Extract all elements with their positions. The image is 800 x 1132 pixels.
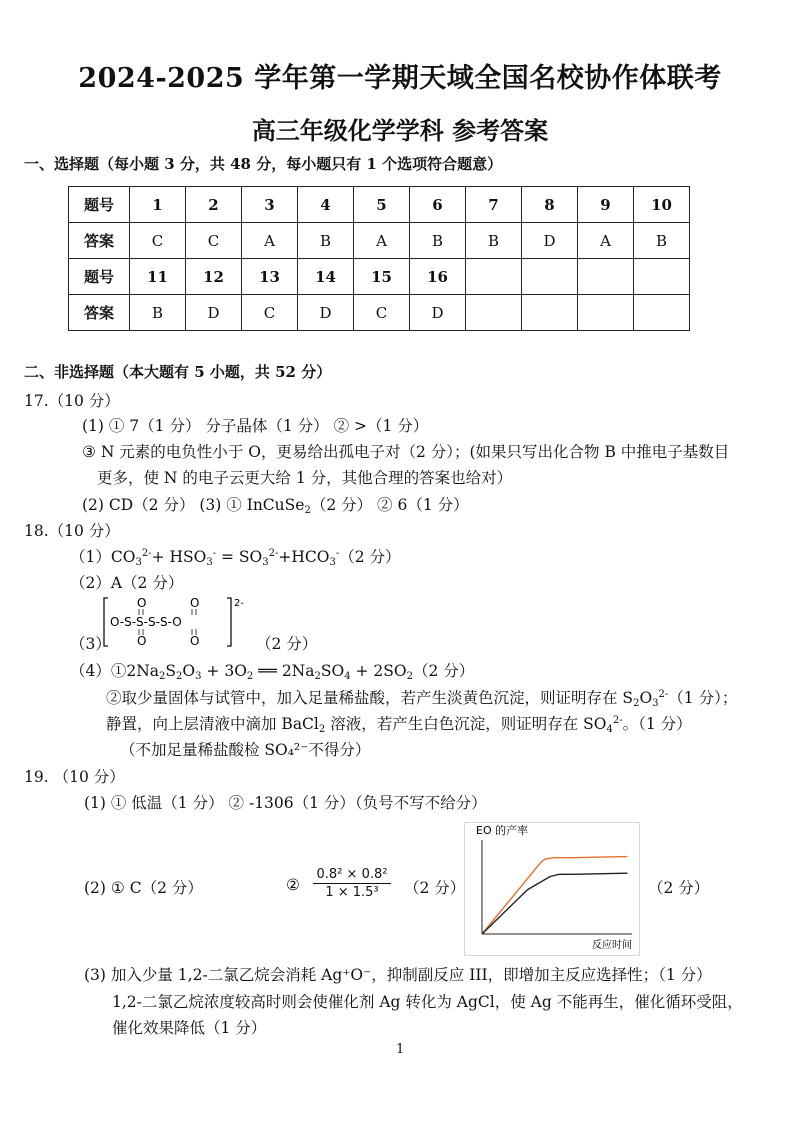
q17-line2: ③ N 元素的电负性小于 O，更易给出孤电子对（2 分）；(如果只写出化合物 B 中推电子基数目 bbox=[82, 443, 730, 461]
chart-title: EO 的产率 bbox=[476, 824, 529, 837]
chart-series-line-2 bbox=[482, 873, 627, 934]
table-cell: 16 bbox=[410, 259, 466, 295]
table-cell: 2 bbox=[186, 187, 242, 223]
chart-x-label: 反应时间 bbox=[592, 940, 632, 951]
q18-line2: （2）A（2 分） bbox=[70, 574, 184, 592]
table-cell: 3 bbox=[242, 187, 298, 223]
table-cell: 12 bbox=[186, 259, 242, 295]
table-cell: 题号 bbox=[69, 187, 130, 223]
q19-heading: 19. （10 分） bbox=[24, 768, 125, 786]
q17-line4-subscript: 2 bbox=[304, 505, 311, 516]
q18-heading: 18.（10 分） bbox=[24, 522, 120, 540]
q19-line3: (3) 加入少量 1,2-二氯乙烷会消耗 Ag⁺O⁻，抑制副反应 III，即增加主反应选择性；（1 分） bbox=[84, 966, 712, 984]
table-cell: 1 bbox=[130, 187, 186, 223]
fraction-denominator: 1 × 1.5³ bbox=[325, 885, 379, 900]
table-cell bbox=[578, 259, 634, 295]
table-cell: 题号 bbox=[69, 259, 130, 295]
structure-main-chain: O-S-S-S-S-O bbox=[110, 615, 182, 629]
q19-line1: (1) ① 低温（1 分） ② -1306（1 分）（负号不写不给分） bbox=[84, 794, 487, 812]
table-row bbox=[69, 223, 690, 259]
chart-series-line-1 bbox=[482, 857, 627, 934]
structure-o-top-1: O bbox=[137, 596, 147, 610]
section1-heading: 一、选择题（每小题 3 分，共 48 分，每小题只有 1 个选项符合题意） bbox=[24, 155, 503, 173]
table-cell: D bbox=[186, 295, 242, 331]
table-cell: 4 bbox=[298, 187, 354, 223]
q17-heading: 17.（10 分） bbox=[24, 392, 120, 410]
table-cell: B bbox=[634, 223, 690, 259]
table-cell: 15 bbox=[354, 259, 410, 295]
q19-line5: 催化效果降低（1 分） bbox=[112, 1019, 267, 1037]
q18-line6: 静置，向上层清液中滴加 BaCl$_2$ 溶液，若产生白色沉淀，则证明存在 $SO_4^{2-}$。（1 分） bbox=[106, 715, 692, 735]
thiosulfate-structure bbox=[100, 594, 260, 650]
table-cell: 9 bbox=[578, 187, 634, 223]
kp-fraction bbox=[313, 867, 391, 900]
q19-line2-c: （2 分） bbox=[404, 879, 466, 897]
table-cell: C bbox=[354, 295, 410, 331]
table-cell: 5 bbox=[354, 187, 410, 223]
table-cell: B bbox=[130, 295, 186, 331]
structure-o-top-2: O bbox=[190, 596, 200, 610]
q17-line3: 更多，使 N 的电子云更大给 1 分，其他合理的答案也给对） bbox=[97, 469, 513, 487]
table-cell: A bbox=[242, 223, 298, 259]
q17-line4 bbox=[82, 493, 469, 516]
table-cell bbox=[466, 259, 522, 295]
q19-line2-b: ② bbox=[286, 876, 300, 894]
table-cell: D bbox=[298, 295, 354, 331]
q18-line7: （不加足量稀盐酸检 SO₄²⁻不得分） bbox=[120, 741, 371, 759]
table-cell bbox=[634, 259, 690, 295]
table-cell bbox=[634, 295, 690, 331]
q18-line4: $(4)①2Na_2S_2O_3 + 3O_2$ ══ $2Na_2SO_4 + 2SO_2(2$ 分） bbox=[70, 662, 475, 682]
table-cell: C bbox=[242, 295, 298, 331]
eo-yield-chart bbox=[464, 822, 638, 954]
table-cell bbox=[522, 295, 578, 331]
q18-line5: ②取少量固体与试管中，加入足量稀盐酸，若产生淡黄色沉淀，则证明存在 $S_2O_3^{2-}(1$ 分）； bbox=[106, 689, 738, 709]
answer-table bbox=[68, 186, 690, 331]
section2-heading: 二、非选择题（本大题有 5 小题，共 52 分） bbox=[24, 363, 332, 381]
structure-o-bottom-2: O bbox=[190, 634, 200, 648]
table-cell: 答案 bbox=[69, 295, 130, 331]
page-number: 1 bbox=[396, 1042, 405, 1057]
table-cell: 10 bbox=[634, 187, 690, 223]
q19-line2-a: (2) ① C（2 分） bbox=[84, 879, 203, 897]
table-cell: B bbox=[410, 223, 466, 259]
table-cell bbox=[466, 295, 522, 331]
q17-line4-a: (2) CD（2 分） (3) ① InCuSe bbox=[82, 496, 305, 514]
table-row bbox=[69, 187, 690, 223]
structure-charge: 2- bbox=[234, 598, 244, 609]
table-cell: D bbox=[410, 295, 466, 331]
q18-line3-score: （2 分） bbox=[256, 635, 318, 653]
table-cell bbox=[522, 259, 578, 295]
table-row bbox=[69, 295, 690, 331]
table-cell: A bbox=[578, 223, 634, 259]
q19-line4: 1,2-二氯乙烷浓度较高时则会使催化剂 Ag 转化为 AgCl，使 Ag 不能再生，催化循环受阻， bbox=[112, 993, 743, 1011]
table-cell: B bbox=[298, 223, 354, 259]
table-row bbox=[69, 259, 690, 295]
structure-o-bottom-1: O bbox=[137, 634, 147, 648]
table-cell bbox=[578, 295, 634, 331]
table-cell: 13 bbox=[242, 259, 298, 295]
q18-line1: $(1)CO_3^{2-}+ HSO_3^- = SO_3^{2-}+HCO_3^-(2$ 分） bbox=[70, 548, 401, 568]
table-cell: 8 bbox=[522, 187, 578, 223]
table-cell: B bbox=[466, 223, 522, 259]
page-subtitle: 高三年级化学学科 参考答案 bbox=[251, 116, 549, 145]
page-title: 2024-2025 学年第一学期天域全国名校协作体联考 bbox=[78, 63, 722, 94]
table-cell: 6 bbox=[410, 187, 466, 223]
q18-line3-label: （3） bbox=[70, 635, 111, 653]
fraction-numerator: 0.8² × 0.8² bbox=[313, 867, 391, 884]
q17-line4-b: （2 分） ② 6（1 分） bbox=[310, 496, 469, 514]
table-cell: 答案 bbox=[69, 223, 130, 259]
q19-line2-d: （2 分） bbox=[648, 879, 710, 897]
table-cell: D bbox=[522, 223, 578, 259]
table-cell: 11 bbox=[130, 259, 186, 295]
table-cell: 14 bbox=[298, 259, 354, 295]
table-cell: C bbox=[186, 223, 242, 259]
table-cell: A bbox=[354, 223, 410, 259]
q17-line1: (1) ① 7（1 分） 分子晶体（1 分） ② >（1 分） bbox=[82, 417, 429, 435]
table-cell: C bbox=[130, 223, 186, 259]
table-cell: 7 bbox=[466, 187, 522, 223]
